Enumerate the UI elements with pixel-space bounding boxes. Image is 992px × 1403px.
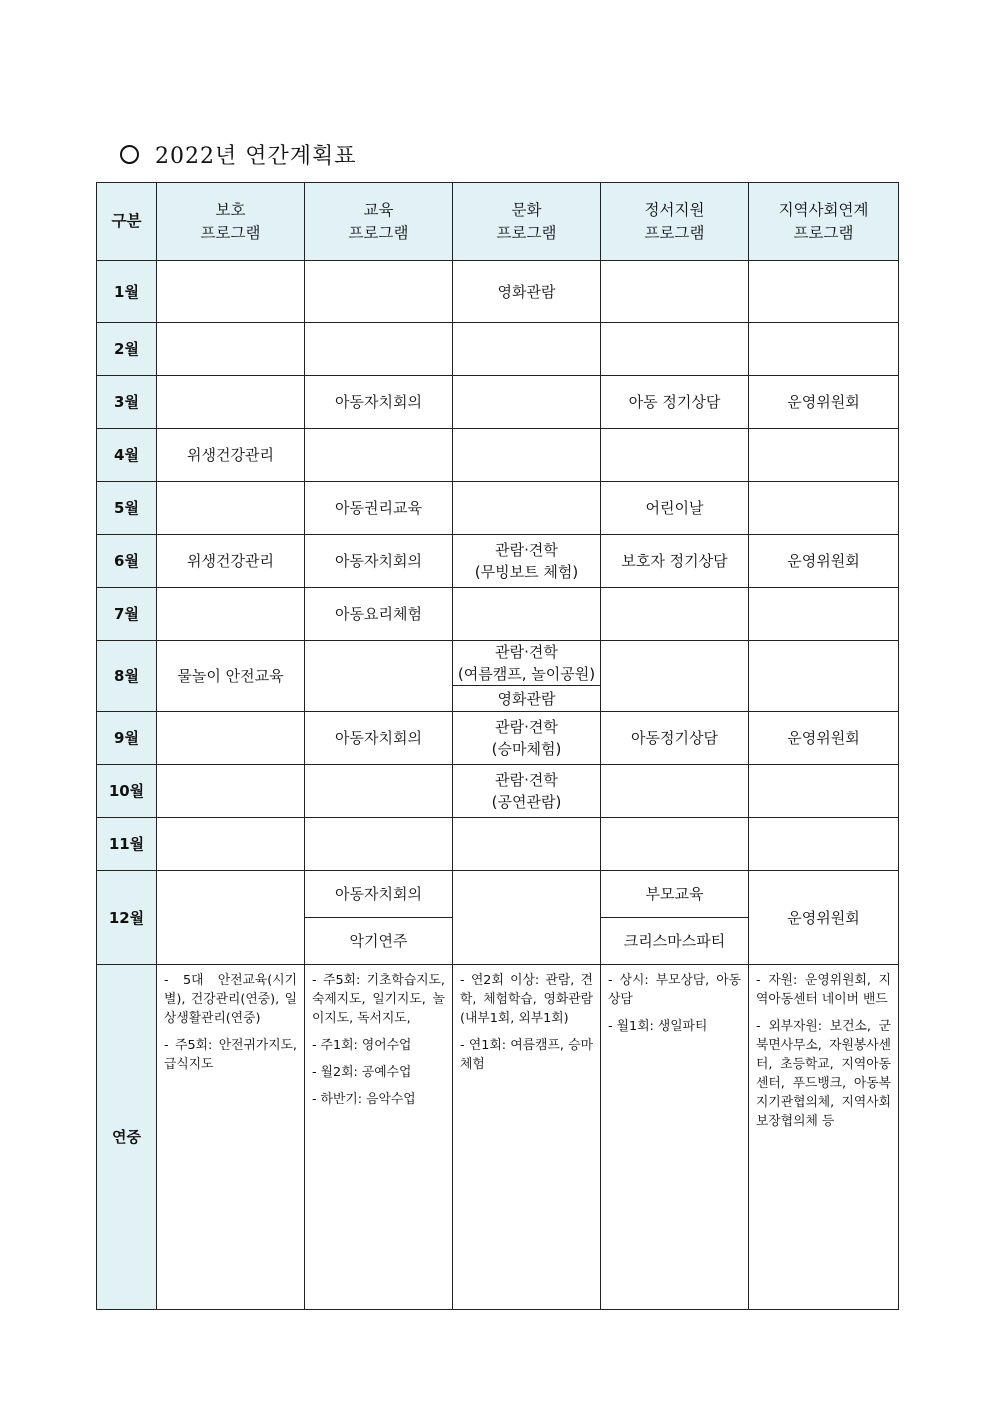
- table-cell: [453, 429, 601, 482]
- table-row: [97, 871, 899, 918]
- table-cell: 아동정기상담: [601, 712, 749, 765]
- table-cell: 아동자치회의: [305, 712, 453, 765]
- table-cell: [601, 641, 749, 712]
- table-cell: [305, 429, 453, 482]
- table-cell: [749, 641, 899, 712]
- note-cell-education: - 주5회: 기초학습지도, 숙제지도, 일기지도, 놀이지도, 독서지도, - 주1회: 영어수업 - 월2회: 공예수업 - 하반기: 음악수업: [305, 965, 453, 1310]
- table-cell: 보호자 정기상담: [601, 535, 749, 588]
- table-cell: [749, 261, 899, 323]
- table-cell: 관람·견학 (공연관람): [453, 765, 601, 818]
- table-row: [97, 765, 899, 818]
- table-row: [97, 965, 899, 1310]
- table-cell: [601, 818, 749, 871]
- table-cell: 관람·견학 (무빙보트 체험): [453, 535, 601, 588]
- table-cell: [305, 765, 453, 818]
- table-cell: [749, 482, 899, 535]
- month-label: 8월: [97, 641, 157, 712]
- table-cell: [453, 588, 601, 641]
- table-cell: 아동권리교육: [305, 482, 453, 535]
- table-cell: [601, 429, 749, 482]
- table-row: [97, 261, 899, 323]
- table-row: [97, 818, 899, 871]
- annual-plan-table: [96, 182, 899, 1310]
- table-cell: 위생건강관리: [157, 535, 305, 588]
- table-cell: 영화관람: [453, 686, 601, 712]
- table-cell: 관람·견학 (승마체험): [453, 712, 601, 765]
- table-cell: [601, 261, 749, 323]
- table-cell: 악기연주: [305, 918, 453, 965]
- table-cell: [601, 323, 749, 376]
- table-cell: [157, 376, 305, 429]
- note-cell-culture: - 연2회 이상: 관람, 견학, 체험학습, 영화관람(내부1회, 외부1회) - 연1회: 여름캠프, 승마체험: [453, 965, 601, 1310]
- table-cell: [601, 765, 749, 818]
- table-cell: 크리스마스파티: [601, 918, 749, 965]
- table-cell: 아동자치회의: [305, 535, 453, 588]
- note-cell-protect: - 5대 안전교육(시기별), 건강관리(연중), 일상생활관리(연중) - 주5회: 안전귀가지도, 급식지도: [157, 965, 305, 1310]
- table-row: [97, 376, 899, 429]
- page-title: [120, 139, 357, 170]
- header-emotion: 정서지원 프로그램: [601, 183, 749, 261]
- table-cell: [749, 588, 899, 641]
- header-community: 지역사회연계 프로그램: [749, 183, 899, 261]
- table-cell: [453, 818, 601, 871]
- table-cell: [157, 323, 305, 376]
- table-row: [97, 641, 899, 686]
- table-cell: [453, 482, 601, 535]
- table-cell: 아동요리체험: [305, 588, 453, 641]
- month-label: 1월: [97, 261, 157, 323]
- month-label: 3월: [97, 376, 157, 429]
- title-text: 2022년 연간계획표: [155, 144, 357, 169]
- table-cell: [453, 323, 601, 376]
- circle-bullet-icon: [120, 145, 139, 164]
- table-row: [97, 712, 899, 765]
- table-cell: [453, 376, 601, 429]
- table-row: [97, 429, 899, 482]
- table-cell: 아동자치회의: [305, 376, 453, 429]
- month-label: 12월: [97, 871, 157, 965]
- month-label: 10월: [97, 765, 157, 818]
- header-row: [97, 183, 899, 261]
- table-cell: 관람·견학 (여름캠프, 놀이공원): [453, 641, 601, 686]
- table-cell: 아동 정기상담: [601, 376, 749, 429]
- table-cell: [157, 871, 305, 965]
- table-cell: [157, 765, 305, 818]
- header-culture: 문화 프로그램: [453, 183, 601, 261]
- month-label: 6월: [97, 535, 157, 588]
- header-protect: 보호 프로그램: [157, 183, 305, 261]
- table-cell: 위생건강관리: [157, 429, 305, 482]
- table-row: [97, 323, 899, 376]
- month-label: 5월: [97, 482, 157, 535]
- table-cell: [157, 261, 305, 323]
- table-cell: [749, 323, 899, 376]
- table-cell: 영화관람: [453, 261, 601, 323]
- table-cell: [157, 818, 305, 871]
- month-label: 연중: [97, 965, 157, 1310]
- table-cell: [157, 482, 305, 535]
- table-row: [97, 482, 899, 535]
- table-cell: 물놀이 안전교육: [157, 641, 305, 712]
- header-education: 교육 프로그램: [305, 183, 453, 261]
- table-cell: [749, 429, 899, 482]
- table-cell: [157, 588, 305, 641]
- month-label: 2월: [97, 323, 157, 376]
- table-row: [97, 588, 899, 641]
- note-cell-community: - 자원: 운영위원회, 지역아동센터 네이버 밴드 - 외부자원: 보건소, 군북면사무소, 자원봉사센터, 초등학교, 지역아동센터, 푸드뱅크, 아동복지기관협의체, 지역사회보장협의체 등: [749, 965, 899, 1310]
- table-cell: 운영위원회: [749, 535, 899, 588]
- header-category: 구분: [97, 183, 157, 261]
- table-cell: [453, 871, 601, 965]
- month-label: 4월: [97, 429, 157, 482]
- note-cell-emotion: - 상시: 부모상담, 아동상담 - 월1회: 생일파티: [601, 965, 749, 1310]
- table-cell: 운영위원회: [749, 871, 899, 965]
- month-label: 11월: [97, 818, 157, 871]
- table-cell: 아동자치회의: [305, 871, 453, 918]
- month-label: 7월: [97, 588, 157, 641]
- table-cell: 부모교육: [601, 871, 749, 918]
- table-cell: [749, 818, 899, 871]
- table-cell: 어린이날: [601, 482, 749, 535]
- table-cell: [305, 323, 453, 376]
- table-cell: [749, 765, 899, 818]
- month-label: 9월: [97, 712, 157, 765]
- table-cell: 운영위원회: [749, 376, 899, 429]
- table-cell: [305, 818, 453, 871]
- table-cell: [305, 261, 453, 323]
- table-cell: 운영위원회: [749, 712, 899, 765]
- table-cell: [157, 712, 305, 765]
- table-cell: [305, 641, 453, 712]
- table-row: [97, 535, 899, 588]
- table-cell: [601, 588, 749, 641]
